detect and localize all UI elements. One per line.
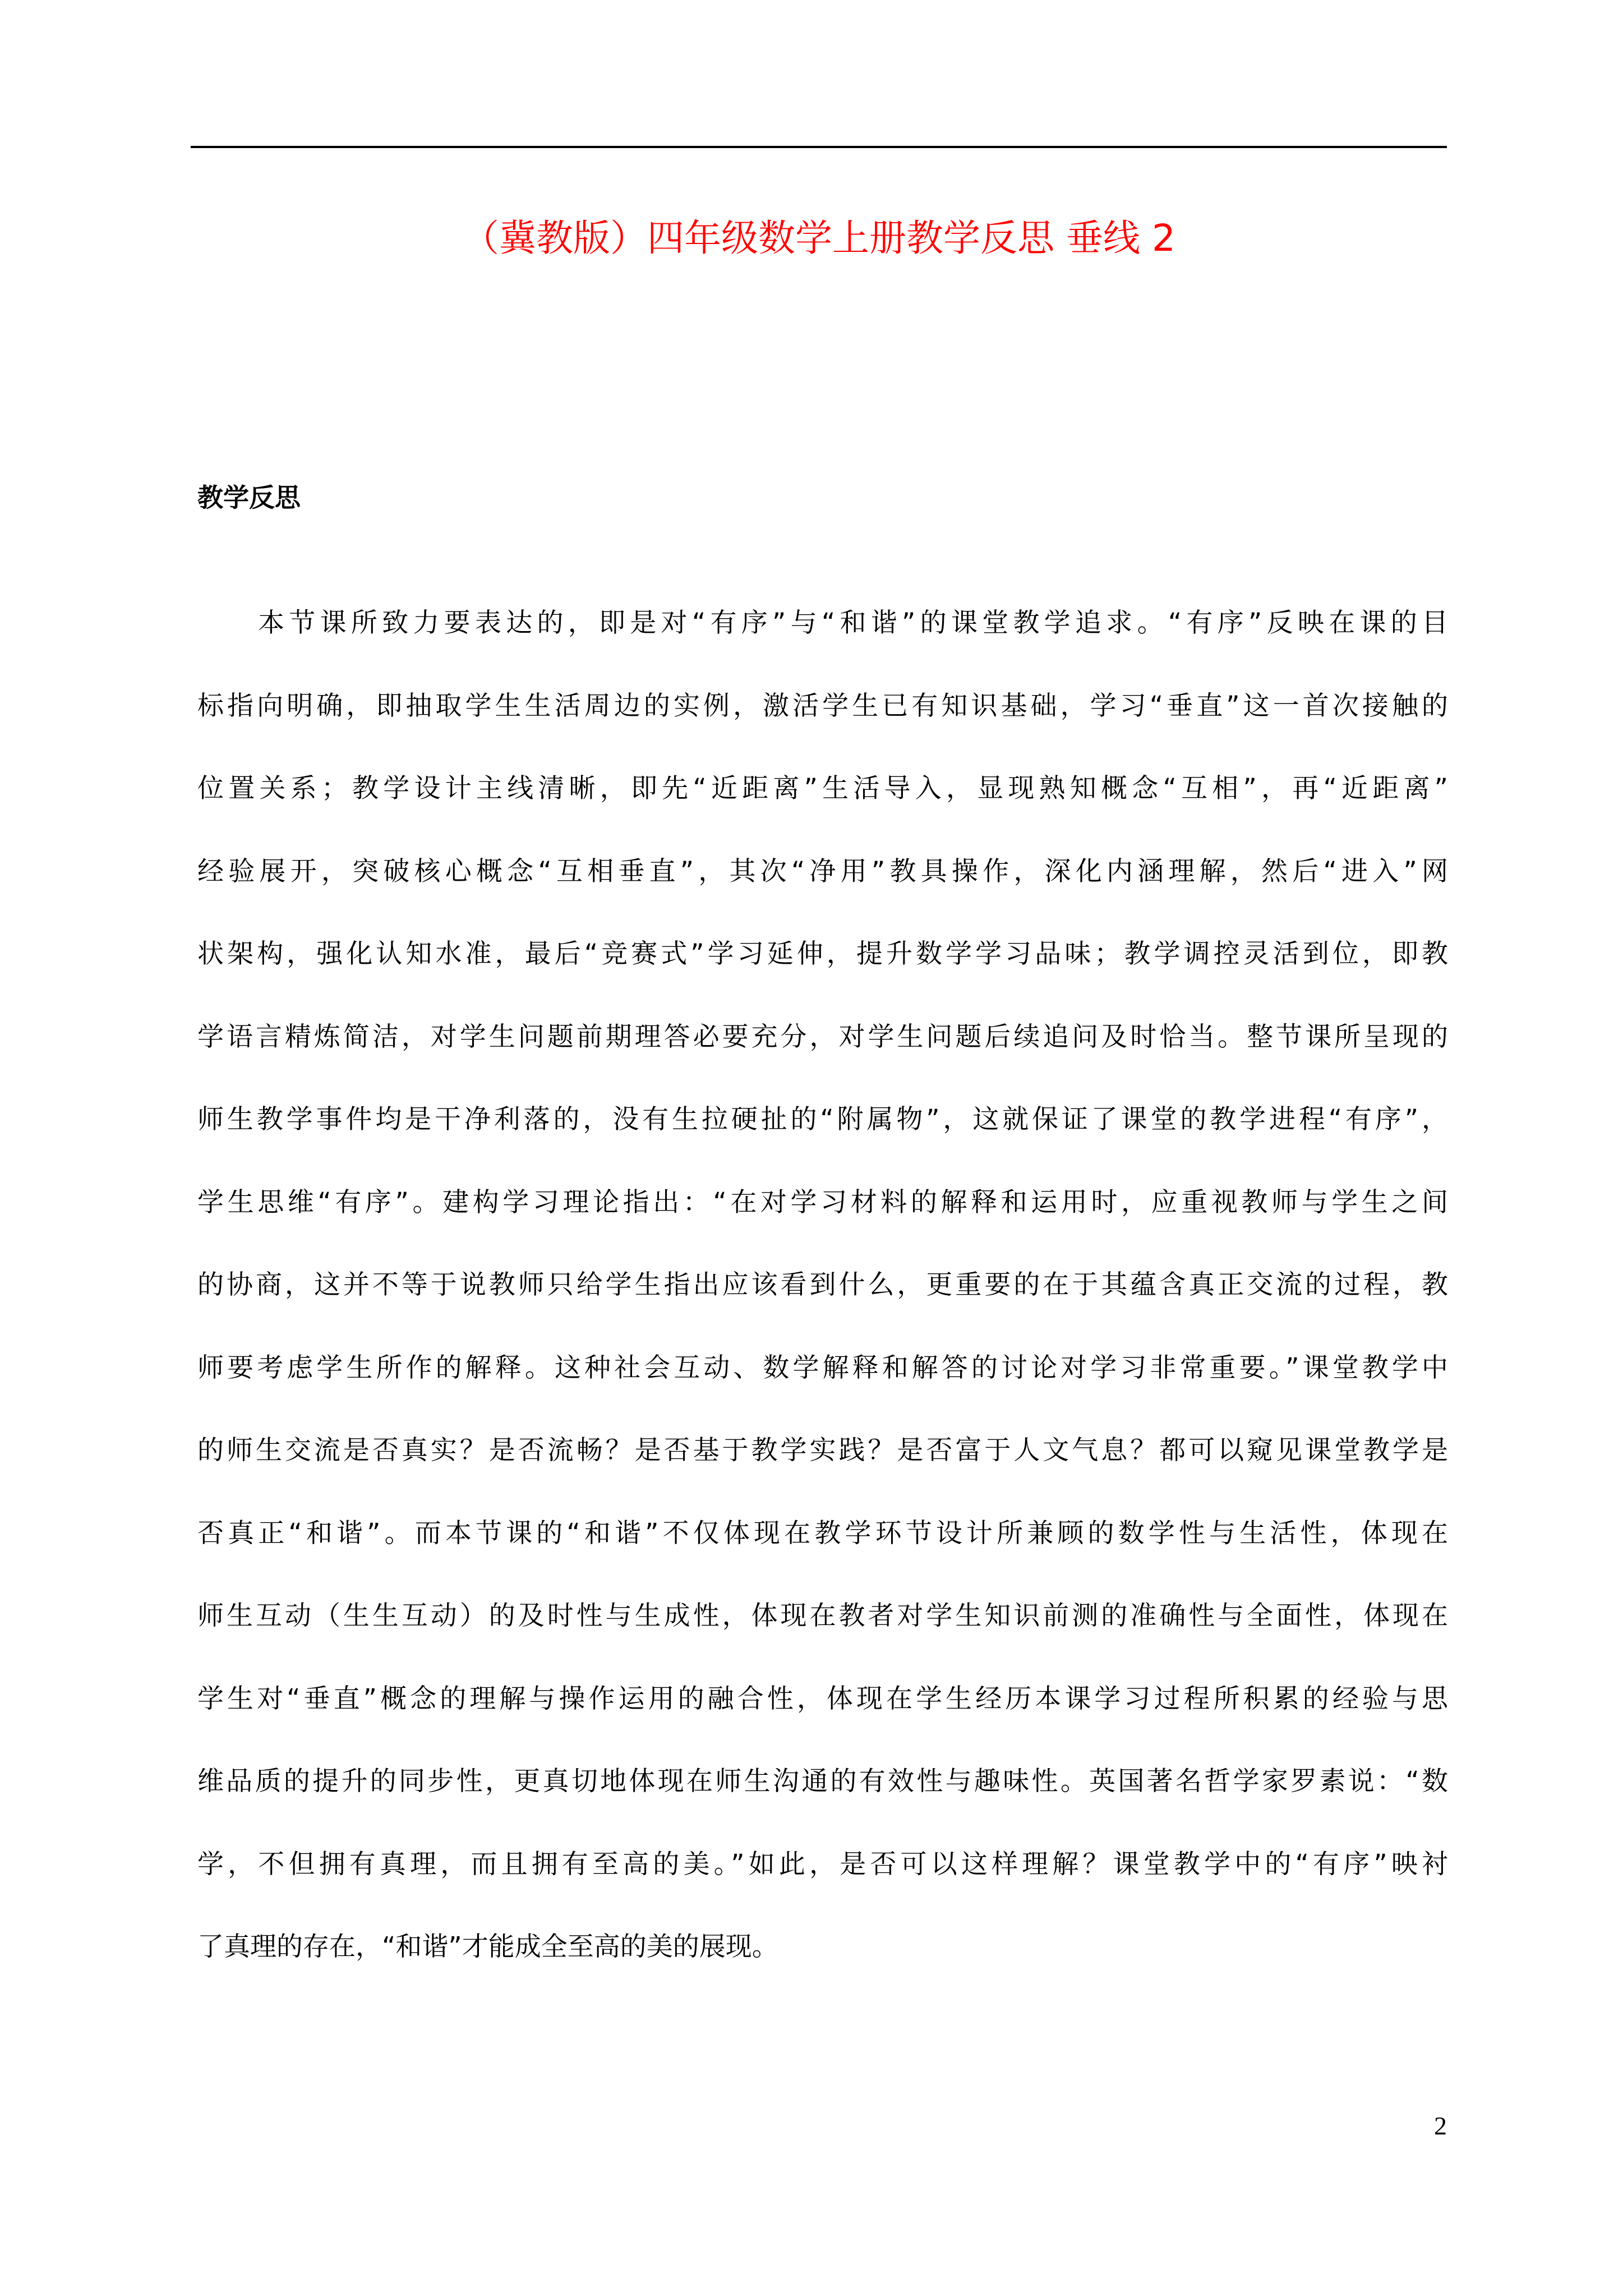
paragraph-line: 本节课所致力要表达的，即是对“有序”与“和谐”的课堂教学追求。“有序”反映在课的目	[258, 608, 1448, 638]
section-heading: 教学反思	[197, 482, 301, 513]
header-rule	[191, 146, 1447, 148]
paragraph-line: 了真理的存在，“和谐”才能成全至高的美的展现。	[197, 1931, 778, 1962]
paragraph-line: 位置关系；教学设计主线清晰，即先“近距离”生活导入，显现熟知概念“互相”，再“近距离”	[197, 773, 1448, 804]
paragraph-line: 师要考虑学生所作的解释。这种社会互动、数学解释和解答的讨论对学习非常重要。”课堂教学中	[197, 1352, 1448, 1383]
body-paragraph	[197, 604, 1448, 2010]
paragraph-line: 状架构，强化认知水准，最后“竞赛式”学习延伸，提升数学学习品味；教学调控灵活到位，即教	[197, 938, 1448, 969]
paragraph-line: 学语言精炼简洁，对学生问题前期理答必要充分，对学生问题后续追问及时恰当。整节课所呈现的	[197, 1021, 1448, 1052]
paragraph-line: 学生对“垂直”概念的理解与操作运用的融合性，体现在学生经历本课学习过程所积累的经验与思	[197, 1683, 1448, 1714]
paragraph-line: 否真正“和谐”。而本节课的“和谐”不仅体现在教学环节设计所兼顾的数学性与生活性，体现在	[197, 1517, 1448, 1549]
page-number: 2	[1434, 2111, 1447, 2140]
paragraph-line: 的协商，这并不等于说教师只给学生指出应该看到什么，更重要的在于其蕴含真正交流的过程，教	[197, 1269, 1448, 1300]
paragraph-line: 师生互动（生生互动）的及时性与生成性，体现在教者对学生知识前测的准确性与全面性，体现在	[197, 1600, 1448, 1631]
paragraph-line: 维品质的提升的同步性，更真切地体现在师生沟通的有效性与趣味性。英国著名哲学家罗素说：“数	[197, 1766, 1448, 1797]
paragraph-line: 标指向明确，即抽取学生生活周边的实例，激活学生已有知识基础，学习“垂直”这一首次接触的	[197, 690, 1448, 721]
paragraph-line: 师生教学事件均是干净利落的，没有生拉硬扯的“附属物”，这就保证了课堂的教学进程“有序”，	[197, 1104, 1448, 1135]
paragraph-line: 学生思维“有序”。建构学习理论指出：“在对学习材料的解释和运用时，应重视教师与学生之间	[197, 1186, 1448, 1218]
paragraph-line: 的师生交流是否真实？是否流畅？是否基于教学实践？是否富于人文气息？都可以窥见课堂教学是	[197, 1435, 1448, 1466]
paragraph-line: 经验展开，突破核心概念“互相垂直”，其次“净用”教具操作，深化内涵理解，然后“进入”网	[197, 855, 1448, 887]
paragraph-line: 学，不但拥有真理，而且拥有至高的美。”如此，是否可以这样理解？课堂教学中的“有序”映衬	[197, 1848, 1448, 1880]
document-title: （冀教版）四年级数学上册教学反思 垂线 2	[462, 217, 1175, 260]
